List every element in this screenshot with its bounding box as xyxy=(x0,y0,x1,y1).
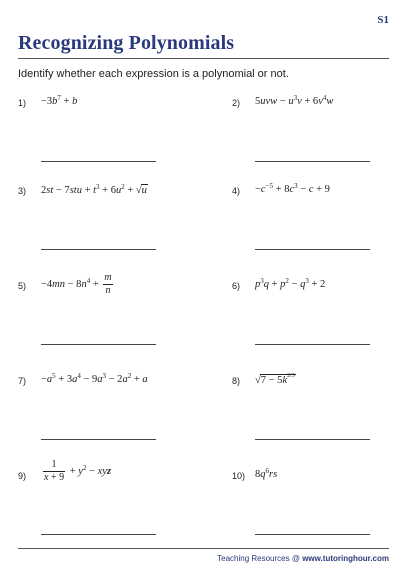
expression: $-c^{-5} + 8c^3 - c + 9$ xyxy=(255,182,330,195)
question-number: 1) xyxy=(18,98,27,108)
answer-line[interactable] xyxy=(41,249,156,250)
question-number: 10) xyxy=(232,471,246,481)
question-7 xyxy=(18,372,188,456)
footer-label: Teaching Resources @ xyxy=(217,554,303,563)
page-title: Recognizing Polynomials xyxy=(18,32,235,54)
expression: $-3b^7 + b$ xyxy=(41,94,78,107)
question-10 xyxy=(232,467,402,551)
answer-line[interactable] xyxy=(255,161,370,162)
expression: $-a^5 + 3a^4 - 9a^3 - 2a^2 + a$ xyxy=(41,372,148,385)
question-4 xyxy=(232,182,402,266)
question-5 xyxy=(18,272,188,361)
question-8 xyxy=(232,373,402,456)
answer-line[interactable] xyxy=(41,439,156,440)
footer-divider xyxy=(18,548,389,549)
instructions: Identify whether each expression is a polynomial or not. xyxy=(18,68,289,80)
question-2 xyxy=(232,94,402,178)
answer-line[interactable] xyxy=(41,534,156,535)
footer xyxy=(217,554,389,563)
answer-line[interactable] xyxy=(255,249,370,250)
answer-line[interactable] xyxy=(255,344,370,345)
answer-line[interactable] xyxy=(255,534,370,535)
expression: $5uvw - u^3v + 6v^4w$ xyxy=(255,94,334,107)
question-9 xyxy=(18,459,188,551)
footer-site-link[interactable]: www.tutoringhour.com xyxy=(302,554,389,563)
question-number: 4) xyxy=(232,186,241,196)
question-number: 3) xyxy=(18,186,27,196)
expression: $8q^6rs$ xyxy=(255,467,278,480)
question-1 xyxy=(18,94,188,178)
question-number: 5) xyxy=(18,281,27,291)
answer-line[interactable] xyxy=(41,161,156,162)
expression: $p^3q + p^2 - q^3 + 2$ xyxy=(255,277,326,290)
expression: $-4mn - 8n^4$ + $\frac{m}{n}$ xyxy=(41,272,112,296)
answer-line[interactable] xyxy=(41,344,156,345)
answer-line[interactable] xyxy=(255,439,370,440)
expression: $√7 - 5k^{2/3}$ xyxy=(255,373,295,386)
question-number: 9) xyxy=(18,471,27,481)
question-3 xyxy=(18,183,188,266)
question-number: 2) xyxy=(232,98,241,108)
expression: $\frac{1}{x + 9}$ + $y^2$ − xyz xyxy=(44,459,112,483)
question-6 xyxy=(232,277,402,361)
question-number: 7) xyxy=(18,376,27,386)
question-number: 6) xyxy=(232,281,241,291)
title-divider xyxy=(18,58,389,59)
expression: $2st - 7stu + t^3 + 6u^2 + √u$ xyxy=(41,183,147,196)
set-code: S1 xyxy=(377,14,389,26)
question-number: 8) xyxy=(232,376,241,386)
